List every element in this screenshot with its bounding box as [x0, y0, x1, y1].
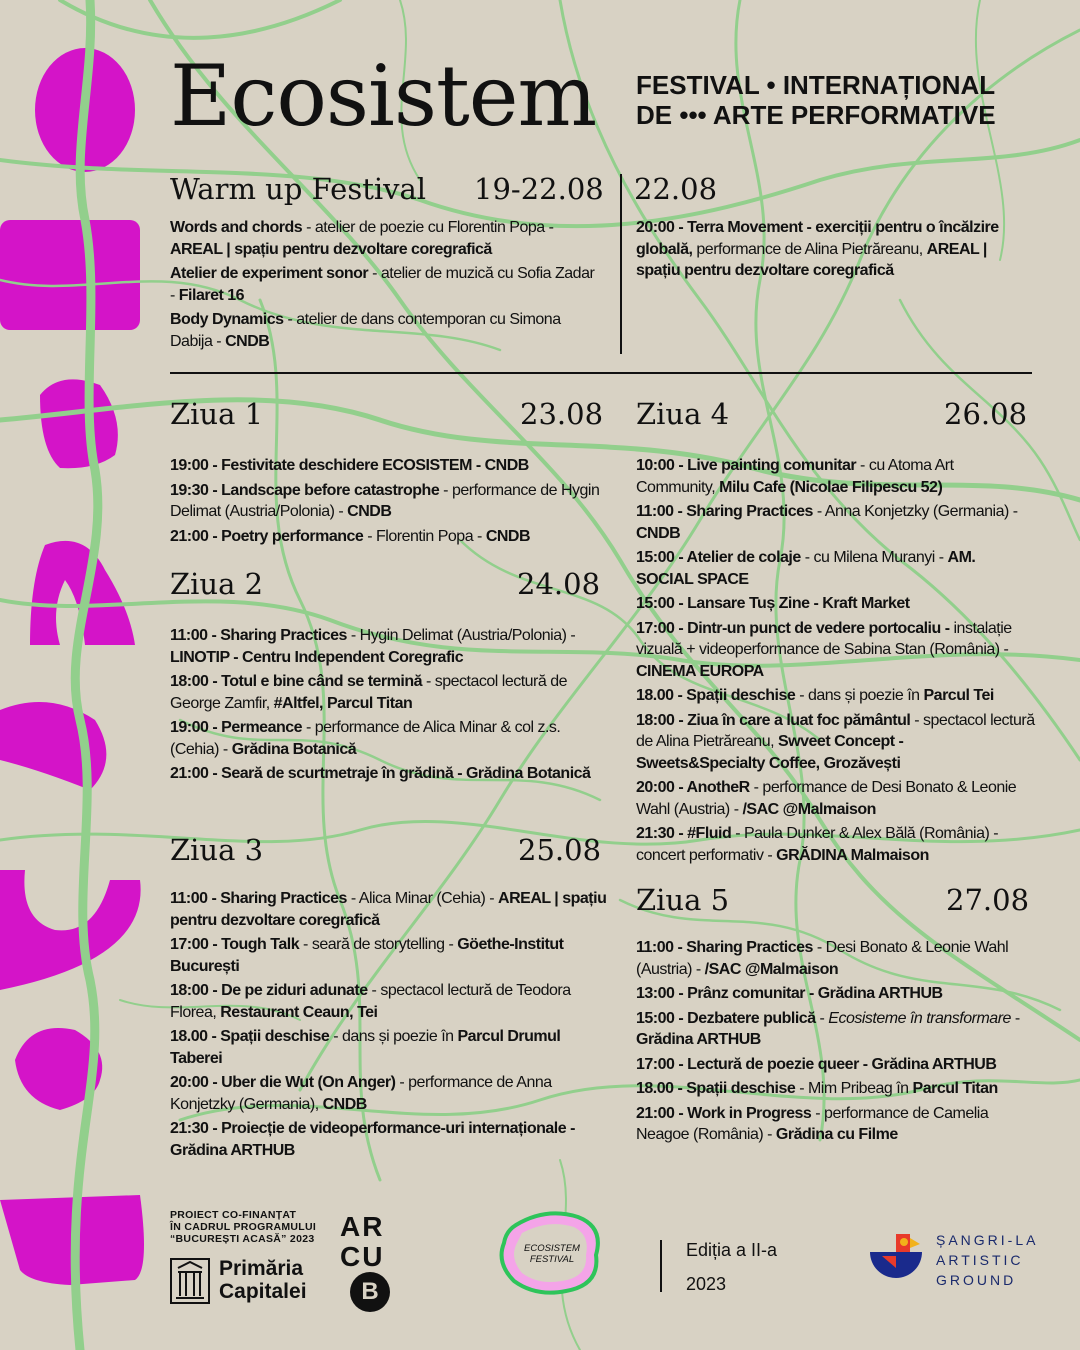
subtitle-line-1: FESTIVAL • INTERNAȚIONAL — [636, 70, 996, 100]
day-1-list — [170, 455, 610, 550]
festival-subtitle — [636, 70, 996, 130]
list-item: 19:00 - Festivitate deschidere ECOSISTEM - CNDB — [170, 457, 529, 474]
day-3-list — [170, 888, 610, 1164]
footer-divider — [660, 1240, 662, 1292]
list-item: 18.00 - Spații deschise - Mim Pribeag în Parcul Titan — [636, 1080, 998, 1097]
day-3-date: 25.08 — [518, 833, 602, 867]
list-item: 19:00 - Permeance - performance de Alica Minar & col z.s. (Cehia) - Grădina Botanică — [170, 719, 561, 758]
warmup-day-list — [636, 217, 1026, 285]
list-item: 17:00 - Tough Talk - seară de storytelling - Göethe-Institut București — [170, 936, 564, 975]
list-item: 15:00 - Lansare Tuș Zine - Kraft Market — [636, 595, 910, 612]
list-item: 11:00 - Sharing Practices - Desi Bonato & Leonie Wahl (Austria) - /SAC @Malmaison — [636, 939, 1009, 978]
list-item: 21:00 - Work in Progress - performance de Camelia Neagoe (România) - Grădina cu Filme — [636, 1104, 989, 1143]
cofinance-note: PROIECT CO-FINANȚAT ÎN CADRUL PROGRAMULUI “BUCUREȘTI ACASĂ” 2023 — [170, 1209, 317, 1245]
list-item: 15:00 - Atelier de colaje - cu Milena Muranyi - AM. SOCIAL SPACE — [636, 549, 976, 588]
day-4-list — [636, 455, 1036, 869]
list-item: 18:00 - Ziua în care a luat foc pământul - spectacol lectură de Alina Pietrăreanu, Swveet Concept - Sweets&Specialty Coffee, Grozăvești — [636, 711, 1035, 772]
warmup-dates: 19-22.08 — [474, 172, 604, 206]
list-item: 18.00 - Spații deschise - dans și poezie în Parcul Drumul Taberei — [170, 1028, 561, 1067]
day-3-label: Ziua 3 — [170, 833, 264, 867]
day-5-label: Ziua 5 — [636, 883, 730, 917]
day-5-list — [636, 937, 1036, 1149]
list-item: Words and chords - atelier de poezie cu Florentin Popa - AREAL | spațiu pentru dezvoltare coregrafică — [170, 219, 554, 258]
day-2-label: Ziua 2 — [170, 567, 264, 601]
list-item: 11:00 - Sharing Practices - Alica Minar (Cehia) - AREAL | spațiu pentru dezvoltare coregrafică — [170, 890, 607, 929]
day-1-label: Ziua 1 — [170, 397, 264, 431]
list-item: 13:00 - Prânz comunitar - Grădina ARTHUB — [636, 985, 943, 1002]
list-item: 15:00 - Dezbatere publică - Ecosisteme în transformare - Grădina ARTHUB — [636, 1009, 1020, 1048]
list-item: 19:30 - Landscape before catastrophe - performance de Hygin Delimat (Austria/Polonia) - CNDB — [170, 481, 600, 520]
list-item: 17:00 - Lectură de poezie queer - Grădina ARTHUB — [636, 1055, 997, 1073]
list-item: 21:00 - Seară de scurtmetraje în grădină - Grădina Botanică — [170, 765, 591, 782]
list-item: 20:00 - AnotheR - performance de Desi Bonato & Leonie Wahl (Austria) - /SAC @Malmaison — [636, 779, 1017, 818]
warmup-divider — [620, 174, 622, 354]
arcub-logo: AR CU B — [340, 1212, 402, 1312]
day-2-date: 24.08 — [517, 567, 601, 601]
day-2-list — [170, 625, 610, 788]
list-item: 18:00 - Totul e bine când se termină - spectacol lectură de George Zamfir, #Altfel, Parcul Titan — [170, 673, 568, 712]
sangrila-logo-text: ȘANGRI-LA ARTISTIC GROUND — [936, 1232, 1039, 1288]
sangrila-logo-icon — [868, 1232, 926, 1288]
list-item: 17:00 - Dintr-un punct de vedere portocaliu - instalație vizuală + videoperformance de Sabina Stan (România) - CINEMA EUROPA — [636, 619, 1012, 680]
festival-title: Ecosistem — [170, 47, 597, 145]
list-item: 21:30 - #Fluid - Paula Dunker & Alex Bălă (România) - concert performativ - GRĂDINA Malmaison — [636, 825, 999, 864]
list-item: 10:00 - Live painting comunitar - cu Atoma Art Community, Milu Cafe (Nicolae Filipescu 52) — [636, 457, 954, 496]
warmup-list — [170, 217, 600, 355]
edition-info: Ediția a II-a 2023 — [686, 1240, 778, 1294]
list-item: 20:00 - Terra Movement - exerciții pentru o încălzire globală, performance de Alina Pietrăreanu, AREAL | spațiu pentru dezvoltare coregrafică — [636, 219, 999, 279]
list-item: 11:00 - Sharing Practices - Anna Konjetzky (Germania) - CNDB — [636, 503, 1018, 542]
subtitle-line-2: DE ••• ARTE PERFORMATIVE — [636, 100, 996, 130]
list-item: 21:30 - Proiecție de videoperformance-uri internaționale - Grădina ARTHUB — [170, 1120, 575, 1159]
list-item: 18:00 - De pe ziduri adunate - spectacol lectură de Teodora Florea, Restaurant Ceaun, Tei — [170, 982, 571, 1021]
list-item: Atelier de experiment sonor - atelier de muzică cu Sofia Zadar - Filaret 16 — [170, 265, 595, 304]
list-item: 11:00 - Sharing Practices - Hygin Delimat (Austria/Polonia) - LINOTIP - Centru Independent Coregrafic — [170, 627, 576, 666]
warmup-day-date: 22.08 — [634, 172, 718, 206]
list-item: Body Dynamics - atelier de dans contemporan cu Simona Dabija - CNDB — [170, 311, 561, 350]
day-1-date: 23.08 — [520, 397, 604, 431]
list-item: 18.00 - Spații deschise - dans și poezie în Parcul Tei — [636, 687, 994, 704]
warmup-title: Warm up Festival — [170, 172, 427, 206]
day-4-label: Ziua 4 — [636, 397, 730, 431]
primaria-capitalei: Primăria Capitalei — [219, 1257, 307, 1303]
ecosistem-festival-logo-text: ECOSISTEM FESTIVAL — [524, 1243, 580, 1265]
day-5-date: 27.08 — [946, 883, 1030, 917]
primaria-logo-icon — [170, 1258, 210, 1304]
day-4-date: 26.08 — [944, 397, 1028, 431]
section-divider — [170, 372, 1032, 374]
list-item: 21:00 - Poetry performance - Florentin Popa - CNDB — [170, 527, 531, 545]
list-item: 20:00 - Uber die Wut (On Anger) - performance de Anna Konjetzky (Germania), CNDB — [170, 1074, 552, 1113]
